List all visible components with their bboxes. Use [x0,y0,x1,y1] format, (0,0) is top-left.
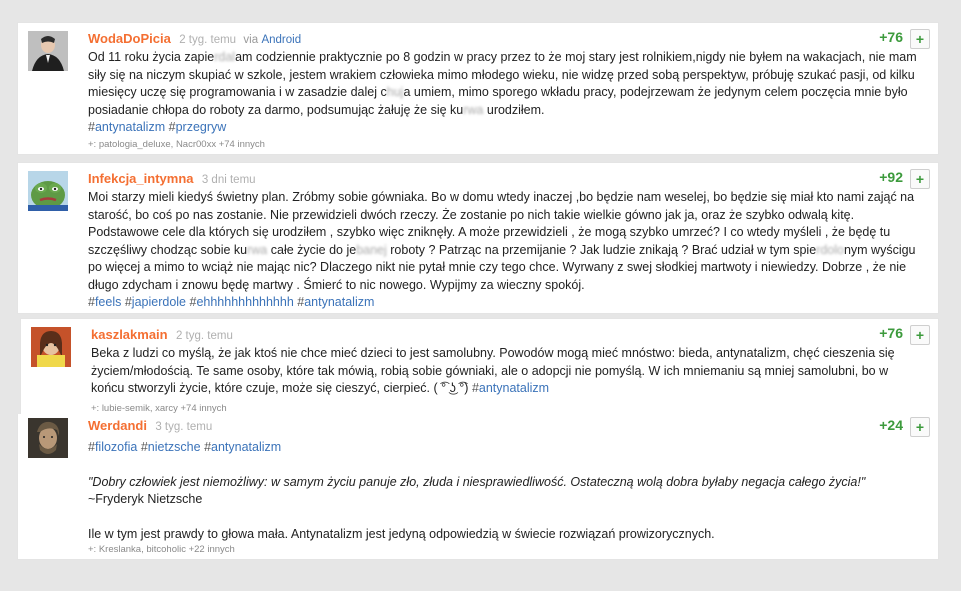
voters-list[interactable]: +: lubie-semik, xarcy +74 innych [91,403,227,414]
timestamp[interactable]: 2 tyg. temu [179,34,237,46]
plus-button[interactable]: + [910,417,930,437]
avatar[interactable] [31,327,71,367]
author-name[interactable]: WodaDoPicia [88,31,171,46]
censored-word: rdolo [816,242,844,257]
vote-score: +76 [879,325,903,341]
timestamp[interactable]: 2 tyg. temu [175,330,233,342]
author-name[interactable]: kaszlakmain [91,327,168,342]
tag-list [88,294,922,312]
censored-word: rwa [463,102,484,117]
tag-list [88,119,922,137]
comment-text: roboty ? Patrząc na przemijanie ? Jak ludzie znikają ? Brać udział w tym spie [386,242,817,257]
comment-text: Od 11 roku życia zapie [88,50,215,64]
timestamp[interactable]: 3 tyg. temu [155,421,213,433]
timestamp[interactable]: 3 dni temu [201,174,256,186]
via-label: via [243,34,259,46]
comment-text: Ile w tym jest prawdy to głowa mała. Antynatalizm jest jedyną odpowiedzią w świecie rozwiązań prowizorycznych. [88,526,715,541]
censored-word: rwa [247,242,268,257]
plus-button[interactable]: + [910,169,930,189]
vote-score: +92 [879,169,903,185]
censored-word: huj [386,85,404,99]
via-link[interactable]: Android [261,34,302,46]
tag-link[interactable]: #feels [88,295,122,309]
comment-text: nym wyścigu po więcej a mimo to wciąż nie mając nic? Dlaczego nikt nie pytał mnie czy tego chce. Wyrwany z swej słodkiej martwoty i niewiedzy. Dobrze , że nie długo zdycham i znowu będę martwy . Śmierć to nic nowego. Wypijmy za wieczny spokój. [88,242,916,292]
comment-text: am codziennie praktycznie po 8 godzin w pracy przez to że moj stary jest rolnikiem,nigdy nie byłem na wakacjach, nie mam siły się na niczym skupiać w szkole, jestem wrakiem człowieka mimo młodego wieku, nie widzę przed sobą perspektyw, próbuję szukać pasji, od kilku miesięcy uczę się programowania i w zasadzie dalej c [88,50,917,99]
comment-card [17,22,939,155]
tag-link[interactable]: #antynatalizm [204,440,282,454]
comment-text: Beka z ludzi co myślą, że jak ktoś nie chce mieć dzieci to jest samolubny. Powodów mogą mieć mnóstwo: bieda, antynatalizm, chęć cieszenia się życiem/młodością. Te same osoby, które tak mówią, robią sobie gówniaki, ale o adopcji nie pomyślą. W ich mniemaniu są mniej samolubni, bo w końcu stworzyli życie, które czuje, może się cieszyć, cierpieć. ( ͡° ͜ʖ ͡°) [91,346,895,395]
tag-link[interactable]: #filozofia [88,440,138,454]
comment-card [17,162,939,314]
quote-text: "Dobry człowiek jest niemożliwy: w samym życiu panuje zło, złuda i niesprawiedliwość. Ostateczną wolą dobra byłaby negacja całego życia!" [88,474,866,489]
tag-link[interactable]: #antynatalizm [88,120,166,134]
avatar[interactable] [28,31,68,71]
tag-link[interactable]: #przegryw [168,120,227,134]
author-name[interactable]: Infekcja_intymna [88,171,194,186]
censored-word: banej [356,242,387,257]
comment-text: całe życie do je [267,242,357,257]
tag-link[interactable]: #antynatalizm [297,295,375,309]
comment-body [91,345,922,398]
comment-text: Moi starzy mieli kiedyś świetny plan. Zróbmy sobie gówniaka. Bo w domu wtedy inaczej ,bo będzie nam weselej, bo będzie się miał kto nami zająć na starość, bo coś po nas zostanie. Nie przewidzieli dwóch rzeczy. Że zostanie po nich takie wielkie gówno jak ja, oraz że szybko odwalą kitę. Podstawowe cele dla których się urodziłem , szybko więc zniknęły. A może przewidzieli , że mogą szybko umrzeć? I co wtedy myśleli , że będę tu szczęśliwy chodząc sobie ku [88,190,915,257]
tag-link[interactable]: #nietzsche [140,440,201,454]
tag-link[interactable]: #japierdole [124,295,187,309]
vote-score: +24 [879,417,903,433]
quote-author: ~Fryderyk Nietzsche [88,492,203,506]
avatar[interactable] [28,171,68,211]
comment-card [17,414,939,560]
author-name[interactable]: Werdandi [88,418,147,433]
comment-text: urodziłem. [483,102,545,117]
tag-list [88,439,922,457]
comment-body [88,49,922,137]
comment-body [88,439,922,543]
avatar[interactable] [28,418,68,458]
voters-list[interactable]: +: patologia_deluxe, Nacr00xx +74 innych [88,139,265,150]
comment-text: a umiem, mimo sporego wkładu pracy, podejrzewam że jedynym celem poczęcia mnie było posiadanie chłopa do roboty za darmo, podsumując żałuję że się ku [88,85,908,117]
plus-button[interactable]: + [910,29,930,49]
comment-card [20,318,939,415]
comment-body [88,189,922,312]
voters-list[interactable]: +: Kreslanka, bitcoholic +22 innych [88,544,235,555]
plus-button[interactable]: + [910,325,930,345]
tag-link[interactable]: #ehhhhhhhhhhhhh [189,295,294,309]
tag-link[interactable]: #antynatalizm [471,381,550,395]
censored-word: rdal [214,50,236,64]
vote-score: +76 [879,29,903,45]
